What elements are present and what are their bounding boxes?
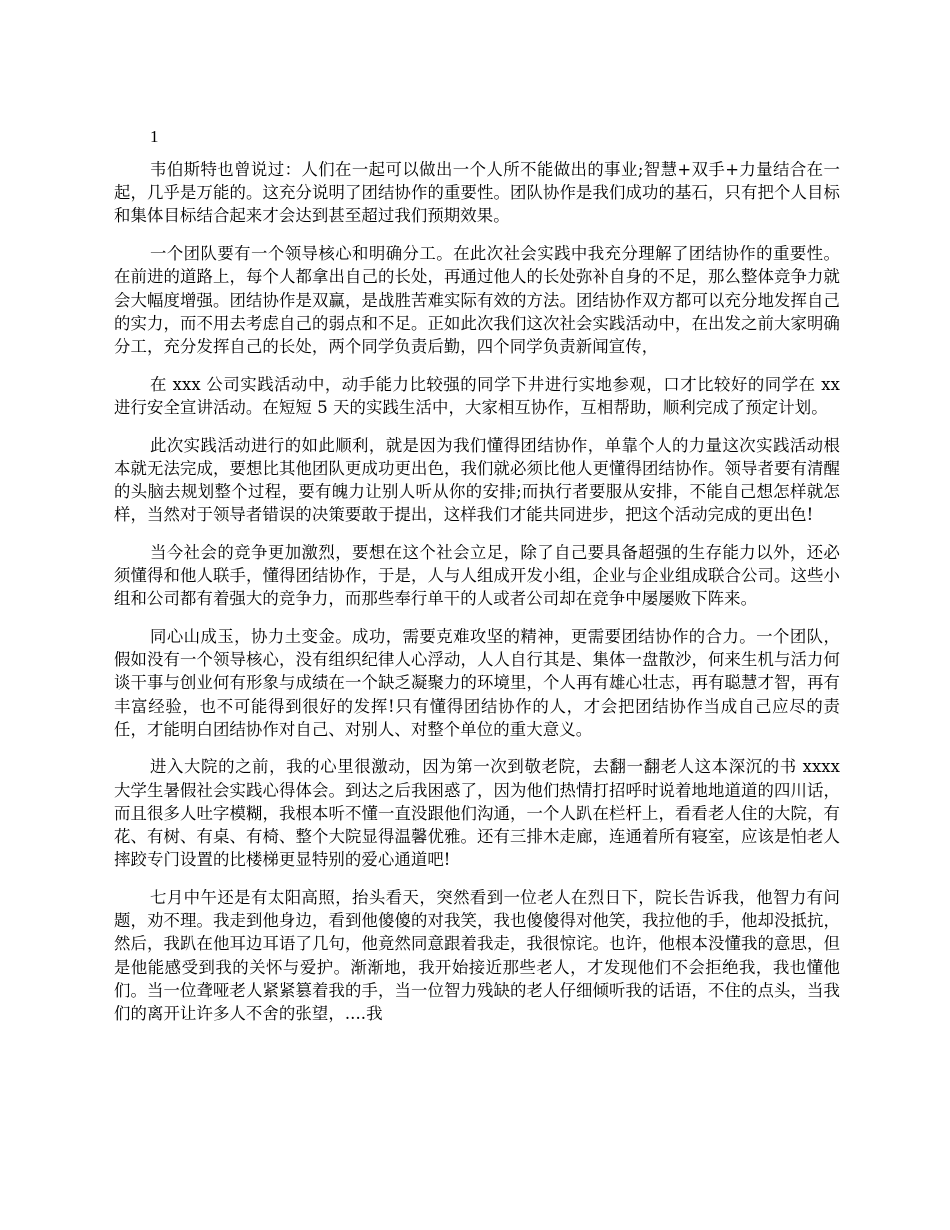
paragraph: 进入大院的之前，我的心里很激动，因为第一次到敬老院，去翻一翻老人这本深沉的书 xxxx 大学生暑假社会实践心得体会。到达之后我困惑了，因为他们热情打招呼时说着地地道道的四川话，而且很多人吐字模糊，我根本听不懂一直没跟他们沟通，一个人趴在栏杆上，看看老人住的大院，有花、有树、有桌、有椅、整个大院显得温馨优雅。还有三排木走廊，连通着所有寝室，应该是怕老人摔跤专门设置的比楼梯更显特别的爱心通道吧!	[114, 757, 840, 870]
paragraph: 在 xxx 公司实践活动中，动手能力比较强的同学下井进行实地参观，口才比较好的同学在 xx 进行安全宣讲活动。在短短 5 天的实践生活中，大家相互协作，互相帮助，顺利完成了预定计划。	[114, 374, 840, 417]
paragraph: 一个团队要有一个领导核心和明确分工。在此次社会实践中我充分理解了团结协作的重要性。在前进的道路上，每个人都拿出自己的长处，再通过他人的长处弥补自身的不足，那么整体竞争力就会大幅度增强。团结协作是双赢，是战胜苦难实际有效的方法。团结协作双方都可以充分地发挥自己的实力，而不用去考虑自己的弱点和不足。正如此次我们这次社会实践活动中，在出发之前大家明确分工，充分发挥自己的长处，两个同学负责后勤，四个同学负责新闻宣传，	[114, 244, 840, 356]
paragraph: 七月中午还是有太阳高照，抬头看天，突然看到一位老人在烈日下，院长告诉我，他智力有问题，劝不理。我走到他身边，看到他傻傻的对我笑，我也傻傻得对他笑，我拉他的手，他却没抵抗，然后，我趴在他耳边耳语了几句，他竟然同意跟着我走，我很惊诧。也许，他根本没懂我的意思，但是他能感受到我的关怀与爱护。渐渐地，我开始接近那些老人，才发现他们不会拒绝我，我也懂他们。当一位聋哑老人紧紧篡着我的手，当一位智力残缺的老人仔细倾听我的话语，不住的点头，当我们的离开让许多人不舍的张望，....我	[114, 887, 840, 1023]
paragraph: 同心山成玉，协力土变金。成功，需要克难攻坚的精神，更需要团结协作的合力。一个团队，假如没有一个领导核心，没有组织纪律人心浮动，人人自行其是、集体一盘散沙，何来生机与活力何谈干事与创业何有形象与成绩在一个缺乏凝聚力的环境里，个人再有雄心壮志，再有聪慧才智，再有丰富经验，也不可能得到很好的发挥!只有懂得团结协作的人，才会把团结协作当成自己应尽的责任，才能明白团结协作对自己、对别人、对整个单位的重大意义。	[114, 626, 840, 739]
paragraph: 韦伯斯特也曾说过：人们在一起可以做出一个人所不能做出的事业;智慧+双手+力量结合在一起，几乎是万能的。这充分说明了团结协作的重要性。团队协作是我们成功的基石，只有把个人目标和集体目标结合起来才会达到甚至超过我们预期效果。	[114, 160, 840, 226]
page-number: 1	[150, 127, 159, 146]
document-body	[114, 158, 840, 1040]
paragraph: 此次实践活动进行的如此顺利，就是因为我们懂得团结协作，单靠个人的力量这次实践活动根本就无法完成，要想比其他团队更成功更出色，我们就必须比他人更懂得团结协作。领导者要有清醒的头脑去规划整个过程，要有魄力让别人听从你的安排;而执行者要服从安排，不能自己想怎样就怎样，当然对于领导者错误的决策要敢于提出，这样我们才能共同进步，把这个活动完成的更出色!	[114, 435, 840, 525]
paragraph: 当今社会的竞争更加激烈，要想在这个社会立足，除了自己要具备超强的生存能力以外，还必须懂得和他人联手，懂得团结协作，于是，人与人组成开发小组，企业与企业组成联合公司。这些小组和公司都有着强大的竞争力，而那些奉行单干的人或者公司却在竞争中屡屡败下阵来。	[114, 542, 840, 609]
